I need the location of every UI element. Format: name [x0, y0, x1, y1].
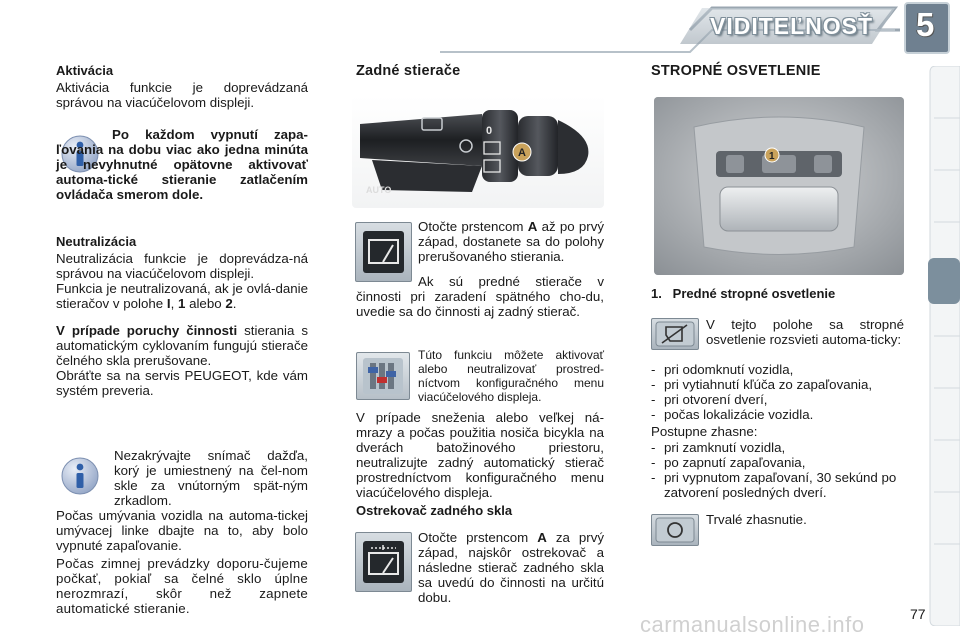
permanent-off-text: Trvalé zhasnutie. [706, 512, 807, 527]
ceiling-light-photo [654, 97, 904, 275]
zimne-text: Počas zimnej prevádzky doporu-čujeme počkať, pokiaľ sa čelné sklo úplne nerozmrazí, skôr než zapnete automatické stieranie. [56, 556, 308, 616]
rear-wiper-icon [355, 222, 412, 282]
front-ceiling-light-heading: 1. Predné stropné osvetlenie [651, 286, 836, 301]
chapter-title: VIDITEĽNOSŤ [710, 13, 874, 39]
neutralizacia-text: Neutralizácia funkcie je doprevádza-ná správou na viacúčelovom displeji. [56, 251, 308, 281]
servis-text: Obráťte sa na servis PEUGEOT, kde vám systém preveria. [56, 368, 308, 398]
snow-text: V prípade sneženia alebo veľkej ná-mrazy a počas použitia nosiča bicykla na dverách batožinového priestoru, neutralizujte zadný automatický stierač prostredníctvom konfiguračného menu viacúčelového displeja. [356, 410, 604, 500]
ceiling-light-heading: STROPNÉ OSVETLENIE [651, 63, 821, 79]
list-item: - pri vytiahnutí kľúča zo zapaľovania, [651, 377, 906, 392]
photo-label-1: 1 [769, 151, 775, 162]
photo-label-a: A [518, 147, 526, 159]
umyvanie-text: Počas umývania vozidla na automa-tickej umývacej linke dbajte na to, aby bolo vypnuté zapaľovanie. [56, 508, 308, 553]
aktivacia-text: Aktivácia funkcie je doprevádzaná správou na viacúčelovom displeji. [56, 80, 308, 110]
list-item: - pri zamknutí vozidla, [651, 440, 906, 455]
reverse-gear-text: Ak sú predné stierače v činnosti pri zaradení spätného cho-du, uvedie sa do činnosti aj zadný stierač. [356, 274, 604, 319]
page-number: 77 [910, 606, 926, 622]
list-item: - počas lokalizácie vozidla. [651, 407, 906, 422]
off-heading: Postupne zhasne: [651, 424, 758, 439]
aktivacia-heading: Aktivácia [56, 63, 114, 78]
auto-on-text: V tejto polohe sa stropné osvetlenie rozsvieti automa-ticky: [706, 317, 904, 347]
wiper-stalk-photo [352, 96, 604, 208]
list-item: - pri otvorení dverí, [651, 392, 906, 407]
config-menu-icon [356, 352, 410, 400]
porucha-text: V prípade poruchy činnosti stierania s automatickým cyklovaním fungujú stierače čelného skla prerušovane. [56, 323, 309, 368]
rear-wiper-text: Otočte prstencom A až po prvý západ, dostanete sa do polohy prerušovaného stierania. [418, 219, 604, 264]
svg-text:0: 0 [486, 125, 493, 137]
info-icon [60, 456, 100, 496]
light-off-icon [651, 514, 699, 546]
list-item: - pri vypnutom zapaľovaní, 30 sekúnd po zatvorení posledných dverí. [651, 470, 906, 500]
list-item: - po zapnutí zapaľovania, [651, 455, 906, 470]
rear-washer-heading: Ostrekovač zadného skla [356, 503, 513, 518]
note-rain-sensor: Nezakrývajte snímač dažďa, korý je umiestnený na čel-nom skle za vnútorným spät-ným zrkadlom. [114, 448, 308, 508]
auto-off-list [651, 440, 906, 500]
rear-washer-text: Otočte prstencom A za prvý západ, najskôr ostrekovač a následne stierač zadného skla sa uvedú do činnosti na určitú dobu. [418, 530, 604, 605]
door-auto-icon [651, 318, 699, 350]
auto-on-list [651, 362, 906, 422]
photo-label-auto: AUTO [366, 185, 392, 195]
chapter-tab-strip [926, 66, 960, 626]
chapter-number: 5 [916, 6, 935, 43]
list-item: - pri odomknutí vozidla, [651, 362, 906, 377]
rear-washer-icon [355, 532, 412, 592]
config-note: Túto funkciu môžete aktivovať alebo neutralizovať prostred-níctvom konfiguračného menu viacúčelového displeja. [418, 348, 604, 404]
watermark: carmanualsonline.info [640, 612, 865, 637]
neutralizacia-positions: Funkcia je neutralizovaná, ak je ovlá-danie stieračov v polohe I, 1 alebo 2. [56, 281, 308, 311]
neutralizacia-heading: Neutralizácia [56, 234, 137, 249]
note-reactivate: Po každom vypnutí zapa-ľovania na dobu viac ako jedna minúta je nevyhnutné opätovne aktivovať automa-tické stieranie zatlačením ovládača smerom dole. [56, 127, 308, 202]
rear-wipers-heading: Zadné stierače [356, 63, 461, 79]
